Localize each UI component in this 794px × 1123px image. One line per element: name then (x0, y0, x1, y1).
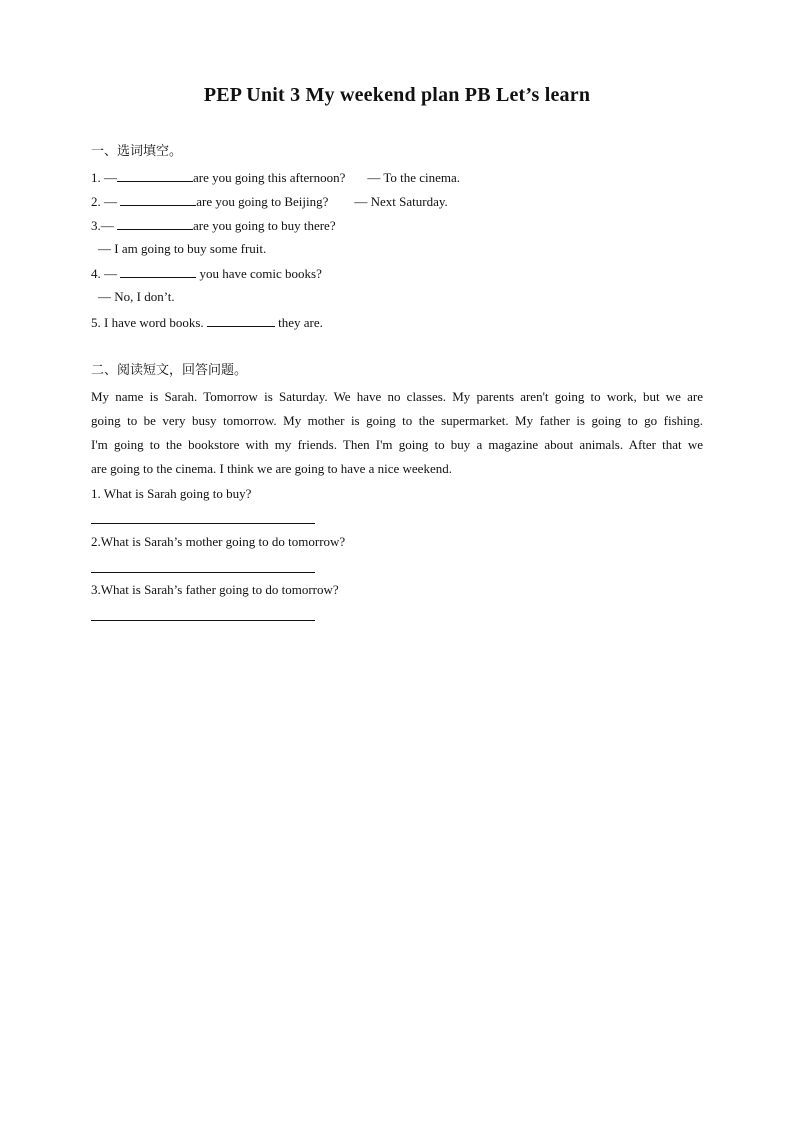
passage-line: are going to the cinema. I think we are going to have a nice weekend. (91, 461, 452, 476)
q5-blank[interactable] (207, 314, 275, 327)
passage-line: My name is Sarah. Tomorrow is Saturday. We have no classes. My parents aren't going to work, but we are (91, 389, 703, 404)
passage-line: I'm going to the bookstore with my friends. Then I'm going to buy a magazine about animals. After that we (91, 437, 703, 452)
q1-reply: — To the cinema. (367, 170, 461, 185)
question-4 (91, 265, 322, 282)
q4-text: you have comic books? (196, 266, 322, 281)
q3-text: are you going to buy there? (193, 218, 336, 233)
reading-question-1: 1. What is Sarah going to buy? (91, 486, 252, 501)
q4-reply: — No, I don’t. (98, 289, 175, 304)
question-1 (91, 169, 460, 186)
q3-blank[interactable] (117, 217, 193, 230)
part2-heading: 二、阅读短文，回答问题。 (91, 363, 248, 378)
q3-reply: — I am going to buy some fruit. (98, 241, 267, 256)
q1-text: are you going this afternoon? (193, 170, 346, 185)
part1-heading: 一、选词填空。 (91, 144, 183, 159)
q3-prefix: 3.— (91, 218, 117, 233)
question-5 (91, 314, 323, 331)
q2-prefix: 2. — (91, 194, 121, 209)
reading-passage (91, 385, 703, 481)
page-title: PEP Unit 3 My weekend plan PB Let’s learn (203, 84, 591, 106)
q5-text: they are. (274, 315, 323, 330)
q1-blank[interactable] (117, 169, 193, 182)
question-3 (91, 217, 336, 234)
q5-prefix: 5. I have word books. (91, 315, 207, 330)
q4-prefix: 4. — (91, 266, 121, 281)
q2-blank[interactable] (120, 193, 196, 206)
passage-line: going to be very busy tomorrow. My mother is going to the supermarket. My father is going to go fishing. (91, 413, 703, 428)
q4-blank[interactable] (120, 265, 196, 278)
reading-question-2: 2.What is Sarah’s mother going to do tomorrow? (91, 534, 346, 549)
q2-reply: — Next Saturday. (354, 194, 448, 209)
question-2 (91, 193, 448, 210)
reading-question-3: 3.What is Sarah’s father going to do tomorrow? (91, 582, 339, 597)
answer-line-3[interactable] (91, 620, 315, 621)
q2-text: are you going to Beijing? (196, 194, 329, 209)
answer-line-2[interactable] (91, 572, 315, 573)
answer-line-1[interactable] (91, 523, 315, 524)
q1-prefix: 1. — (91, 170, 117, 185)
